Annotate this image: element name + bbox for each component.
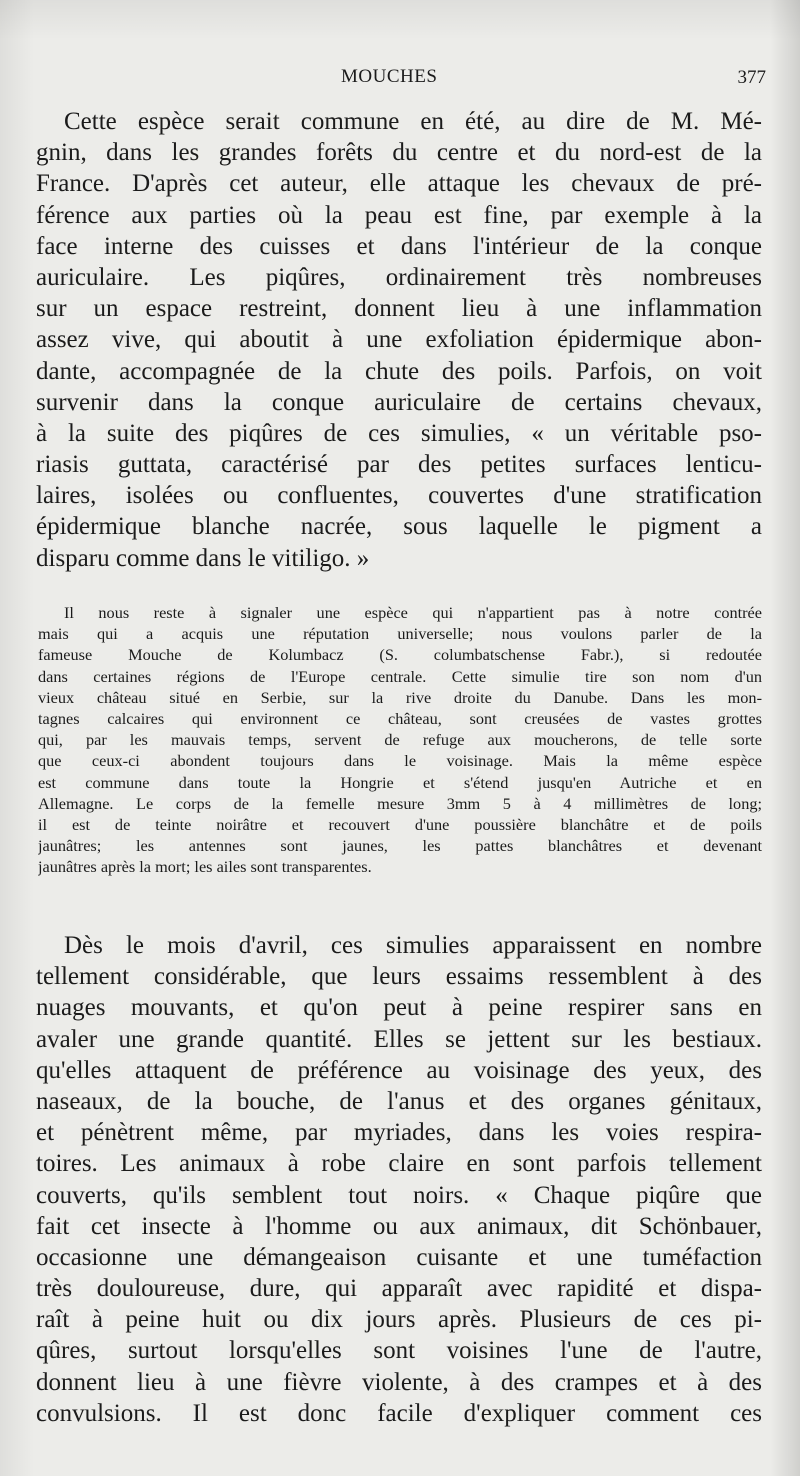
text-line: jaunâtres; les antennes sont jaunes, les pattes blanchâtres et devenant: [38, 836, 762, 856]
text-line: mais qui a acquis une réputation universelle; nous voulons parler de la: [38, 624, 762, 644]
text-line: survenir dans la conque auriculaire de certains chevaux,: [36, 388, 762, 416]
text-line: très douloureuse, dure, qui apparaît avec rapidité et dispa-: [36, 1275, 762, 1303]
text-line: France. D'après cet auteur, elle attaque les chevaux de pré-: [36, 170, 762, 198]
text-line: épidermique blanche nacrée, sous laquelle le pigment a: [36, 513, 762, 541]
text-line: il est de teinte noirâtre et recouvert d'une poussière blanchâtre et de poils: [38, 814, 762, 834]
text-line: tagnes calcaires qui environnent ce château, sont creusées de vastes grottes: [38, 708, 762, 728]
text-line: dans certaines régions de l'Europe centrale. Cette simulie tire son nom d'un: [38, 666, 762, 686]
page-number: 377: [737, 67, 766, 88]
text-line: férence aux parties où la peau est fine, par exemple à la: [36, 201, 762, 229]
text-line: jaunâtres après la mort; les ailes sont transparentes.: [38, 857, 372, 877]
text-line: avaler une grande quantité. Elles se jettent sur les bestiaux.: [36, 1025, 762, 1053]
text-line: à la suite des piqûres de ces simulies, « un véritable pso-: [36, 419, 762, 447]
paragraph-april-swarms: [36, 930, 762, 1429]
text-line: donnent lieu à une fièvre violente, à des crampes et à des: [36, 1368, 762, 1396]
text-line: fameuse Mouche de Kolumbacz (S. columbatschense Fabr.), si redoutée: [38, 645, 762, 665]
text-line: Dès le mois d'avril, ces simulies apparaissent en nombre: [64, 932, 762, 959]
text-line: riasis guttata, caractérisé par des petites surfaces lenticu-: [36, 451, 762, 479]
text-line: assez vive, qui aboutit à une exfoliation épidermique abon-: [36, 326, 762, 354]
text-line: que ceux-ci abondent toujours dans le voisinage. Mais la même espèce: [38, 751, 762, 771]
text-line: laires, isolées ou confluentes, couvertes d'une stratification: [36, 482, 762, 510]
text-line: Cette espèce serait commune en été, au dire de M. Mé-: [64, 108, 762, 135]
text-line: toires. Les animaux à robe claire en sont parfois tellement: [36, 1150, 762, 1178]
text-line: dante, accompagnée de la chute des poils. Parfois, on voit: [36, 357, 762, 385]
paragraph-kolumbacz-note: [38, 602, 762, 877]
page-header: [36, 66, 766, 94]
text-line: gnin, dans les grandes forêts du centre et du nord-est de la: [36, 139, 762, 167]
text-line: face interne des cuisses et dans l'intérieur de la conque: [36, 232, 762, 260]
text-line: disparu comme dans le vitiligo. »: [36, 544, 370, 572]
text-line: qûres, surtout lorsqu'elles sont voisines l'une de l'autre,: [36, 1337, 762, 1365]
text-line: naseaux, de la bouche, de l'anus et des organes génitaux,: [36, 1087, 762, 1115]
text-line: sur un espace restreint, donnent lieu à une inflammation: [36, 295, 762, 323]
running-title: MOUCHES: [341, 66, 438, 87]
text-line: qu'elles attaquent de préférence au voisinage des yeux, des: [36, 1056, 762, 1084]
text-line: raît à peine huit ou dix jours après. Plusieurs de ces pi-: [36, 1306, 762, 1334]
text-line: occasionne une démangeaison cuisante et une tuméfaction: [36, 1243, 762, 1271]
text-line: fait cet insecte à l'homme ou aux animaux, dit Schönbauer,: [36, 1212, 762, 1240]
text-line: est commune dans toute la Hongrie et s'étend jusqu'en Autriche et en: [38, 772, 762, 792]
text-line: nuages mouvants, et qu'on peut à peine respirer sans en: [36, 994, 762, 1022]
text-line: tellement considérable, que leurs essaims ressemblent à des: [36, 963, 762, 991]
text-line: Il nous reste à signaler une espèce qui n'appartient pas à notre contrée: [64, 603, 762, 622]
text-line: qui, par les mauvais temps, servent de refuge aux moucherons, de telle sorte: [38, 730, 762, 750]
text-line: vieux château situé en Serbie, sur la rive droite du Danube. Dans les mon-: [38, 687, 762, 707]
text-line: Allemagne. Le corps de la femelle mesure 3mm 5 à 4 millimètres de long;: [38, 793, 762, 813]
text-line: couverts, qu'ils semblent tout noirs. « Chaque piqûre que: [36, 1181, 762, 1209]
text-line: et pénètrent même, par myriades, dans les voies respira-: [36, 1119, 762, 1147]
paragraph-mouche-of-horses: [36, 106, 762, 574]
text-line: auriculaire. Les piqûres, ordinairement très nombreuses: [36, 263, 762, 291]
text-line: convulsions. Il est donc facile d'expliquer comment ces: [36, 1399, 762, 1427]
